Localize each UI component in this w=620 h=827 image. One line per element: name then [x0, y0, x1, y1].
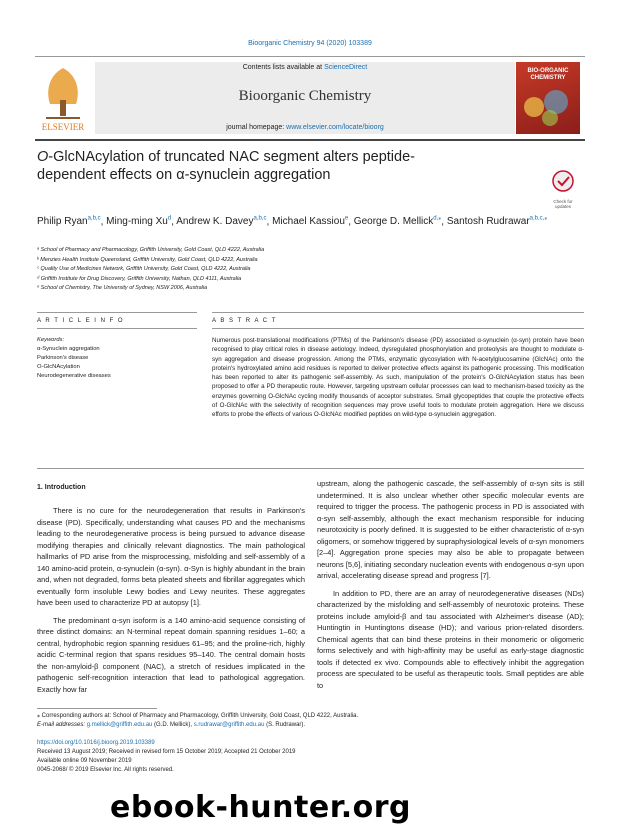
email-link[interactable]: s.rudrawar@griffith.edu.au — [193, 722, 265, 728]
abstract-rule — [212, 312, 584, 313]
abstract-heading: A B S T R A C T — [212, 318, 277, 324]
doi-link[interactable]: https://doi.org/10.1016/j.bioorg.2019.103389 — [37, 740, 155, 746]
body-column-right — [317, 478, 584, 697]
affiliation: ᵃ School of Pharmacy and Pharmacology, Griffith University, Gold Coast, QLD 4222, Australia — [37, 247, 265, 253]
keywords-block — [37, 336, 197, 381]
abstract-text: Numerous post-translational modifications (PTMs) of the Parkinson's disease (PD) associated α-synuclein (α-syn) protein have been recognised to play critical roles in disease aetiology. Indeed, dysregulated phosphorylation and proteolysis are thought to modulate α-syn aggregation and disease progression. Among the PTMs, enzymatic glycosylation with N-acetylglucosamine (GlcNAc) onto the protein's hydroxylated amino acid residues is reported to deliver protective effects against its pathogenic processing. This modification has been reported to alter its pathogenic self-assembly. As such, manipulation of the protein's O-GlcNAcylation status has been proposed to offer a PD therapeutic route. However, targeting upstream cellular processes can lead to mechanism-based toxicity as the enzymes governing O-GlcNAc cycling modify thousands of acceptor substrates. Small glycopeptides that couple the protective effects of O-GlcNAc with the selectivity of recognition sequences may prove useful tools to modulate protein aggregation. Here we discuss efforts to probe the effects of various O-GlcNAc modified peptides on wild-type α-synuclein aggregation. — [212, 337, 584, 418]
received-dates: Received 13 August 2019; Received in revised form 15 October 2019; Accepted 21 October 2019 — [37, 749, 296, 755]
keyword: O-GlcNAcylation — [37, 364, 80, 370]
affiliation: ᶜ Quality Use of Medicines Network, Griffith University, Gold Coast, QLD 4222, Australia — [37, 266, 251, 272]
body-column-left — [37, 505, 305, 701]
sciencedirect-link[interactable]: ScienceDirect — [324, 64, 368, 71]
abstract-rule-2 — [212, 328, 584, 329]
check-for-updates-button[interactable] — [546, 170, 580, 209]
keyword: Neurodegenerative diseases — [37, 373, 111, 379]
body-paragraph: There is no cure for the neurodegeneration that results in Parkinson's disease (PD). Specifically, understanding what causes PD and the mechanisms leading to the neurodegenerative process is being pursued to advance disease modifying therapies and clinically relevant diagnostics. The main pathological hallmarks of PD arise from the misprocessing, misfolding and self-assembly of a 140 amino-acid protein, α-synuclein (α-syn). α-Syn is highly abundant in the brain and, when not degraded, forms beta pleated sheets and fibrillar aggregates which eventually form insoluble Lewy bodies and Lewy neurites. These aggregates have been used to characterize PD at autopsy [1]. — [37, 506, 305, 607]
keyword: α-Synuclein aggregation — [37, 346, 100, 352]
footnote-rule — [37, 708, 157, 709]
body-paragraph: In addition to PD, there are an array of neurodegenerative diseases (NDs) characterized by the misfolding and self-assembly of neurotoxic proteins. These proteins include amyloid-β and tau associated with Alzheimer's disease (AD); Huntingtin in Huntingtons disease (HD); and various prion-related disorders. Chemical agents that can bind these proteins in their monomeric or oligomeric forms selectively and with high-affinity may be useful as early-stage diagnostic tools if detected ex vivo. Compounds able to effectively inhibit the aggregation process are speculated to be useful as therapeutic tools. Small peptides are able to — [317, 588, 584, 690]
article-info-heading: A R T I C L E I N F O — [37, 318, 125, 324]
corresponding-author-footnote: ⁎ Corresponding authors at: School of Pharmacy and Pharmacology, Griffith University, Gold Coast, QLD 4222, Australia. E-mail addresses: g.mellick@griffith.edu.au (G.D. Mellick), s.rudrawar@griffith.edu.au (S. Rudrawar). — [37, 713, 359, 728]
body-paragraph: upstream, along the pathogenic cascade, the self-assembly of α-syn sits is still undetermined. It is also unclear whether other specific molecular events are required to trigger the process. The pathogenic process in PD is associated with α-syn self-assembly, although the exact mechanism responsible for inducing neurotoxicity is poorly defined. It is suggested to be either characteristic of α-syn oligomers, or somehow triggered by supraphysiological levels of α-syn monomers [2–4]. Aggregation prone species may also be able to propagate between neurons [5,6], initiating secondary nucleation events with endogenous α-syn upon arrival, accelerating disease spread and progress [7]. — [317, 479, 584, 580]
author[interactable]: Andrew K. Davey$^{a,b,c}$ — [176, 216, 267, 228]
article-title: O-GlcNAcylation of truncated NAC segment alters peptide-dependent effects on α-synuclein aggregation — [37, 149, 415, 183]
online-date: Available online 09 November 2019 — [37, 758, 132, 764]
cover-title: BIO-ORGANIC CHEMISTRY — [527, 68, 569, 81]
author[interactable]: Ming-ming Xu$^d$ — [106, 216, 172, 228]
article-metadata — [37, 739, 437, 775]
contents-availability: Contents lists available at ScienceDirect — [242, 64, 368, 71]
copyright: 0045-2068/ © 2019 Elsevier Inc. All rights reserved. — [37, 767, 174, 773]
journal-citation[interactable]: Bioorganic Chemistry 94 (2020) 103389 — [248, 40, 372, 47]
author-list: Philip Ryan$^{a,b,c}$, Ming-ming Xu$^d$, Andrew K. Davey$^{a,b,c}$, Michael Kassiou$^e$, George D. Mellick$^{d,⁎}$, Santosh Rudrawar$^{a,b,c,⁎}$ — [37, 216, 548, 228]
email-link[interactable]: g.mellick@griffith.edu.au — [86, 722, 153, 728]
author[interactable]: Santosh Rudrawar$^{a,b,c,⁎}$ — [446, 216, 548, 228]
abstract-bottom-rule — [37, 468, 584, 469]
author[interactable]: George D. Mellick$^{d,⁎}$ — [353, 216, 442, 228]
keywords-label: Keywords: — [37, 337, 65, 343]
elsevier-logo — [38, 62, 88, 134]
affiliation: ᵈ Griffith Institute for Drug Discovery, Griffith University, Nathan, QLD 4111, Australia — [37, 275, 242, 282]
journal-cover-image — [516, 62, 580, 134]
author[interactable]: Philip Ryan$^{a,b,c}$ — [37, 216, 101, 228]
homepage-link[interactable]: www.elsevier.com/locate/bioorg — [286, 124, 384, 131]
elsevier-wordmark: ELSEVIER — [41, 122, 85, 132]
affiliation: ᵇ Menzies Health Institute Queensland, Griffith University, Gold Coast, QLD 4222, Australia — [37, 256, 258, 263]
article-info-rule — [37, 312, 197, 313]
check-updates-icon — [546, 170, 580, 194]
article-info-rule-2 — [37, 328, 197, 329]
body-paragraph: The predominant α-syn isoform is a 140 amino-acid sequence consisting of three distinct domains: an N-terminal repeat domain spanning residues 1–60; a central, hydrophobic region spanning residues 61–95; and the proline-rich, highly acidic C-terminal region that spans residues 95–140. The central domain hosts the non-amyloid-β component (NAC), a stretch of residues implicated in the pathogenic self-recognition interaction that lead to pathological aggregation. Exactly how far — [37, 615, 305, 694]
check-updates-label: Check for updates — [553, 199, 573, 209]
journal-homepage: journal homepage: www.elsevier.com/locate/bioorg — [226, 124, 384, 131]
watermark: ebook-hunter.org — [110, 790, 411, 825]
section-heading-introduction: 1. Introduction — [37, 484, 86, 491]
author[interactable]: Michael Kassiou$^e$ — [272, 216, 349, 228]
keyword: Parkinson's disease — [37, 355, 89, 361]
affiliations — [37, 246, 577, 294]
journal-name: Bioorganic Chemistry — [238, 88, 372, 104]
cover-artwork — [516, 82, 580, 132]
affiliation: ᵉ School of Chemistry, The University of Sydney, NSW 2006, Australia — [37, 285, 208, 291]
